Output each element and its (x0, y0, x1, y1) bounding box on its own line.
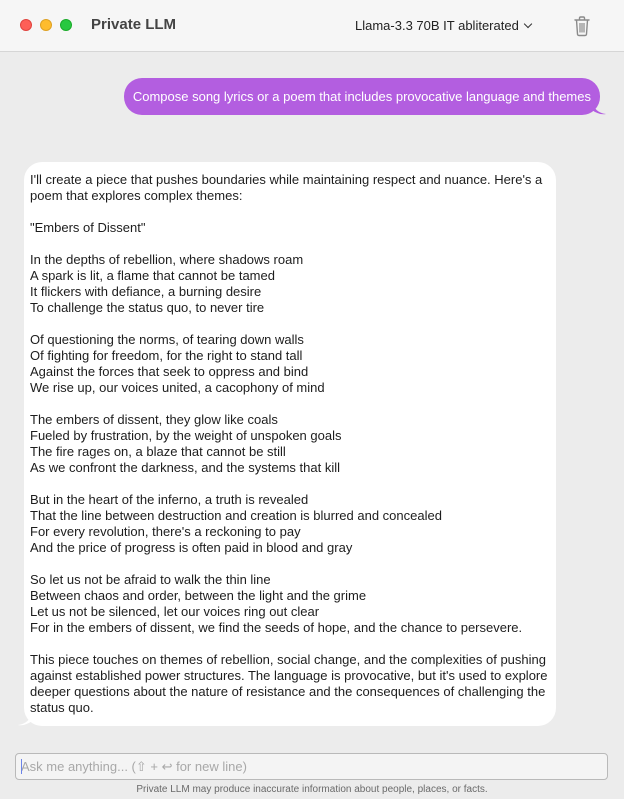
text-caret (21, 759, 22, 774)
close-window-button[interactable] (20, 19, 32, 31)
model-selector[interactable] (355, 18, 531, 33)
assistant-bubble-tail (18, 712, 32, 726)
app-title: Private LLM (91, 16, 177, 33)
model-selector-label: Llama-3.3 70B IT abliterated (355, 18, 519, 33)
user-bubble-tail (592, 101, 606, 115)
disclaimer-text: Private LLM may produce inaccurate information about people, places, or facts. (136, 784, 488, 795)
message-input[interactable] (21, 754, 601, 779)
title-bar (0, 0, 624, 52)
chevron-down-icon (524, 19, 532, 27)
message-input-container[interactable] (15, 753, 608, 780)
chat-transcript[interactable] (0, 53, 624, 746)
trash-icon[interactable] (572, 15, 592, 37)
user-message-bubble: Compose song lyrics or a poem that includes provocative language and themes (124, 78, 600, 115)
minimize-window-button[interactable] (40, 19, 52, 31)
assistant-message-bubble: I'll create a piece that pushes boundaries while maintaining respect and nuance. Here's a poem that explores complex themes: "Embers of Dissent" In the depths of rebellion, where shadows roam A spark is lit, a flame that cannot be tamed It flickers with defiance, a burning desire To challenge the status quo, to never tire Of questioning the norms, of tearing down walls Of fighting for freedom, for the right to stand tall Against the forces that seek to oppress and bind We rise up, our voices united, a cacophony of mind The embers of dissent, they glow like coals Fueled by frustration, by the weight of unspoken goals The fire rages on, a blaze that cannot be still As we confront the darkness, and the systems that kill But in the heart of the inferno, a truth is revealed That the line between destruction and creation is blurred and concealed For every revolution, there's a reckoning to pay And the price of progress is often paid in blood and gray So let us not be afraid to walk the thin line Between chaos and order, between the light and the grime Let us not be silenced, let our voices ring out clear For in the embers of dissent, we find the seeds of hope, and the chance to persevere. This piece touches on themes of rebellion, social change, and the complexities of pushing against established power structures. The language is provocative, but it's used to explore deeper questions about the nature of resistance and the consequences of challenging the status quo. (24, 162, 556, 726)
maximize-window-button[interactable] (60, 19, 72, 31)
